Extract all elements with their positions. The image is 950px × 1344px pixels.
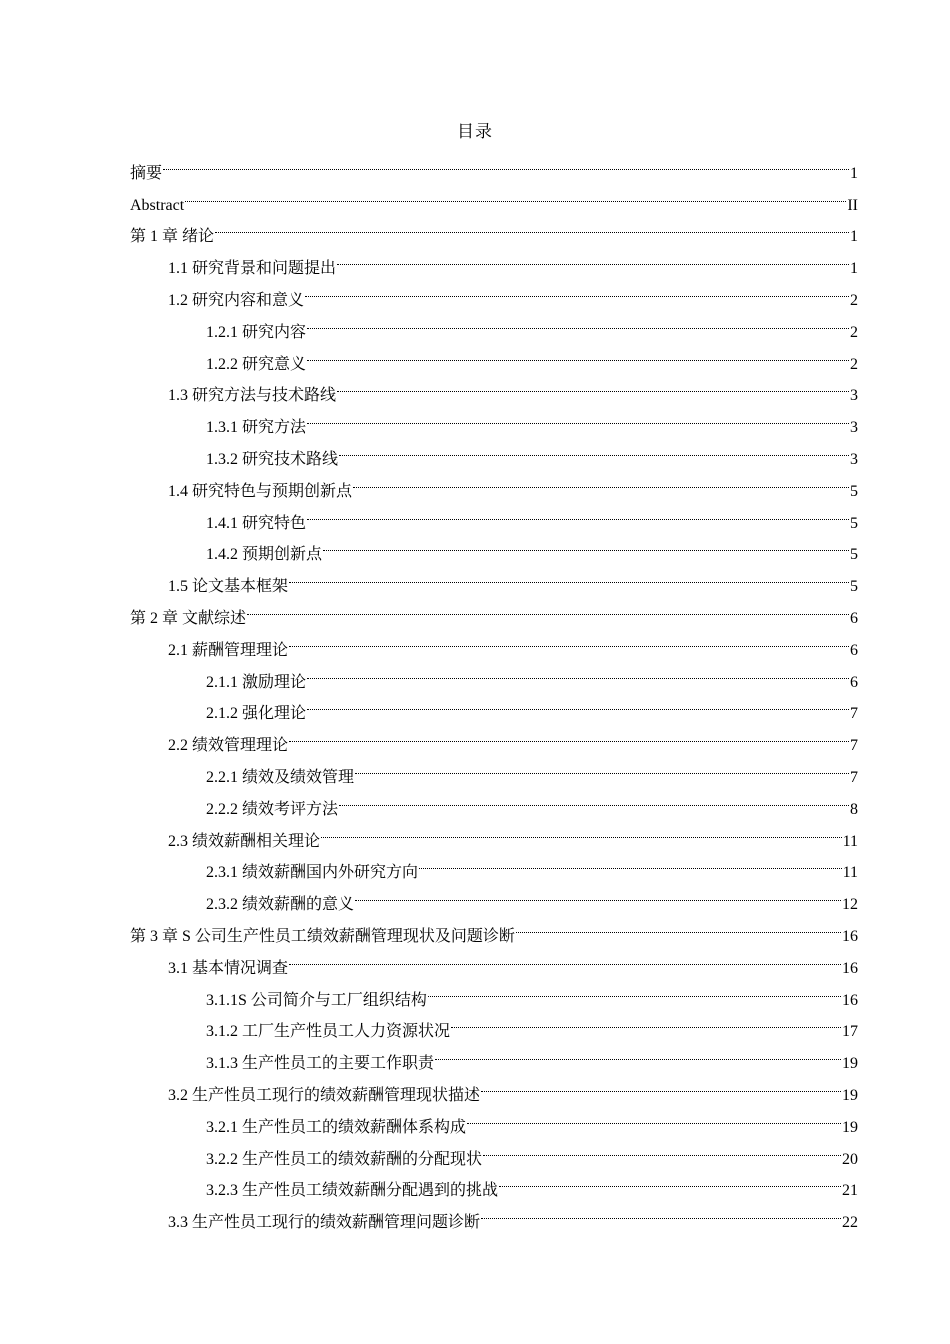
dot-leader bbox=[451, 1005, 841, 1037]
toc-entry-page-number: 3 bbox=[850, 419, 858, 437]
toc-entry-label: 2.1.2 强化理论 bbox=[206, 705, 307, 723]
toc-entry-page-number: 16 bbox=[842, 991, 858, 1009]
toc-entry-page-number: 2 bbox=[850, 291, 858, 309]
toc-entry-label: 2.1.1 激励理论 bbox=[206, 673, 307, 691]
toc-list bbox=[130, 146, 858, 1232]
toc-entry-page-number: 1 bbox=[850, 228, 858, 246]
toc-entry-page-number: 20 bbox=[842, 1150, 858, 1168]
toc-entry-label: 第 3 章 S 公司生产性员工绩效薪酬管理现状及问题诊断 bbox=[130, 927, 515, 945]
dot-leader bbox=[355, 750, 849, 782]
toc-entry-label: 2.3.2 绩效薪酬的意义 bbox=[206, 896, 355, 914]
dot-leader bbox=[481, 1195, 841, 1227]
dot-leader bbox=[321, 814, 842, 846]
dot-leader bbox=[163, 146, 849, 178]
toc-entry-page-number: 21 bbox=[842, 1182, 858, 1200]
toc-entry-label: 2.3 绩效薪酬相关理论 bbox=[168, 832, 321, 850]
toc-entry-page-number: 19 bbox=[842, 1055, 858, 1073]
dot-leader bbox=[481, 1068, 841, 1100]
toc-entry-label: 2.1 薪酬管理理论 bbox=[168, 641, 289, 659]
dot-leader bbox=[307, 305, 849, 337]
toc-entry-label: 3.2.1 生产性员工的绩效薪酬体系构成 bbox=[206, 1118, 467, 1136]
toc-entry-label: 1.4.2 预期创新点 bbox=[206, 546, 323, 564]
toc-entry-label: 1.3.2 研究技术路线 bbox=[206, 450, 339, 468]
dot-leader bbox=[215, 210, 849, 242]
toc-entry-label: 摘要 bbox=[130, 164, 163, 182]
toc-entry-label: 2.2.2 绩效考评方法 bbox=[206, 800, 339, 818]
toc-entry[interactable] bbox=[130, 178, 858, 214]
toc-entry-page-number: 7 bbox=[850, 768, 858, 786]
toc-entry-page-number: II bbox=[847, 196, 858, 214]
dot-leader bbox=[307, 655, 849, 687]
toc-entry[interactable] bbox=[130, 241, 858, 278]
toc-entry-label: 2.2 绩效管理理论 bbox=[168, 737, 289, 755]
toc-entry-page-number: 3 bbox=[850, 387, 858, 405]
dot-leader bbox=[428, 973, 841, 1005]
toc-entry-label: 2.3.1 绩效薪酬国内外研究方向 bbox=[206, 864, 419, 882]
toc-entry-label: 1.3 研究方法与技术路线 bbox=[168, 387, 337, 405]
dot-leader bbox=[339, 432, 849, 464]
toc-entry-page-number: 16 bbox=[842, 959, 858, 977]
dot-leader bbox=[353, 464, 849, 496]
toc-entry-label: 3.2.3 生产性员工绩效薪酬分配遇到的挑战 bbox=[206, 1182, 499, 1200]
toc-entry-page-number: 17 bbox=[842, 1023, 858, 1041]
toc-entry-page-number: 7 bbox=[850, 705, 858, 723]
toc-entry-page-number: 5 bbox=[850, 578, 858, 596]
toc-entry-page-number: 19 bbox=[842, 1086, 858, 1104]
dot-leader bbox=[305, 273, 849, 305]
toc-entry-page-number: 7 bbox=[850, 737, 858, 755]
dot-leader bbox=[339, 782, 849, 814]
toc-entry-page-number: 16 bbox=[842, 927, 858, 945]
toc-entry-label: 1.4 研究特色与预期创新点 bbox=[168, 482, 353, 500]
toc-entry-label: 1.4.1 研究特色 bbox=[206, 514, 307, 532]
toc-title: 目录 bbox=[457, 122, 493, 141]
toc-entry-label: 1.2.1 研究内容 bbox=[206, 323, 307, 341]
dot-leader bbox=[499, 1164, 841, 1196]
toc-entry[interactable] bbox=[130, 210, 858, 246]
dot-leader bbox=[289, 559, 849, 591]
dot-leader bbox=[307, 400, 849, 432]
toc-entry-page-number: 5 bbox=[850, 546, 858, 564]
toc-entry-page-number: 2 bbox=[850, 355, 858, 373]
dot-leader bbox=[185, 178, 846, 210]
dot-leader bbox=[289, 718, 849, 750]
dot-leader bbox=[337, 241, 849, 273]
toc-entry-label: 1.2.2 研究意义 bbox=[206, 355, 307, 373]
toc-entry-page-number: 22 bbox=[842, 1214, 858, 1232]
toc-entry-label: 2.2.1 绩效及绩效管理 bbox=[206, 768, 355, 786]
dot-leader bbox=[307, 687, 849, 719]
toc-entry-label: 1.5 论文基本框架 bbox=[168, 578, 289, 596]
toc-entry-page-number: 1 bbox=[850, 260, 858, 278]
dot-leader bbox=[467, 1100, 841, 1132]
toc-entry-label: Abstract bbox=[130, 196, 185, 214]
toc-entry-page-number: 5 bbox=[850, 514, 858, 532]
toc-entry-page-number: 19 bbox=[842, 1118, 858, 1136]
toc-entry[interactable] bbox=[130, 146, 858, 182]
dot-leader bbox=[307, 496, 849, 528]
dot-leader bbox=[483, 1132, 841, 1164]
dot-leader bbox=[289, 941, 841, 973]
toc-entry-page-number: 6 bbox=[850, 673, 858, 691]
toc-entry-label: 第 1 章 绪论 bbox=[130, 228, 215, 246]
toc-entry-page-number: 3 bbox=[850, 450, 858, 468]
toc-entry-label: 第 2 章 文献综述 bbox=[130, 609, 247, 627]
toc-entry-label: 1.2 研究内容和意义 bbox=[168, 291, 305, 309]
toc-entry-page-number: 6 bbox=[850, 609, 858, 627]
toc-entry-label: 3.2.2 生产性员工的绩效薪酬的分配现状 bbox=[206, 1150, 483, 1168]
dot-leader bbox=[337, 369, 849, 401]
toc-entry-page-number: 5 bbox=[850, 482, 858, 500]
toc-entry-label: 1.1 研究背景和问题提出 bbox=[168, 260, 337, 278]
dot-leader bbox=[419, 846, 842, 878]
dot-leader bbox=[516, 909, 841, 941]
toc-entry-page-number: 8 bbox=[850, 800, 858, 818]
dot-leader bbox=[435, 1036, 841, 1068]
dot-leader bbox=[289, 623, 849, 655]
toc-entry-label: 3.1.1S 公司简介与工厂组织结构 bbox=[206, 991, 427, 1009]
toc-entry-page-number: 2 bbox=[850, 323, 858, 341]
toc-entry-page-number: 1 bbox=[850, 164, 858, 182]
toc-entry-page-number: 12 bbox=[842, 896, 858, 914]
dot-leader bbox=[323, 528, 849, 560]
toc-entry-label: 3.1.2 工厂生产性员工人力资源状况 bbox=[206, 1023, 451, 1041]
toc-entry-label: 3.1 基本情况调查 bbox=[168, 959, 289, 977]
toc-entry-label: 3.1.3 生产性员工的主要工作职责 bbox=[206, 1055, 435, 1073]
toc-entry-label: 3.2 生产性员工现行的绩效薪酬管理现状描述 bbox=[168, 1086, 481, 1104]
dot-leader bbox=[355, 877, 841, 909]
dot-leader bbox=[307, 337, 849, 369]
toc-entry-label: 3.3 生产性员工现行的绩效薪酬管理问题诊断 bbox=[168, 1214, 481, 1232]
toc-entry-label: 1.3.1 研究方法 bbox=[206, 419, 307, 437]
toc-entry-page-number: 11 bbox=[842, 864, 858, 882]
toc-entry-page-number: 6 bbox=[850, 641, 858, 659]
dot-leader bbox=[247, 591, 849, 623]
toc-entry-page-number: 11 bbox=[842, 832, 858, 850]
